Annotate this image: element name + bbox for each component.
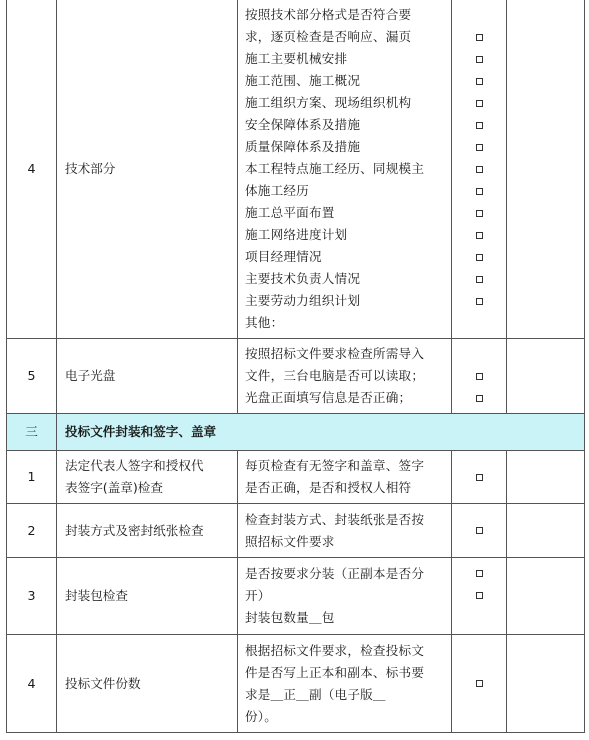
checkbox[interactable] (476, 34, 483, 41)
table-row (7, 504, 585, 558)
checkbox-column (452, 558, 507, 635)
row-content (238, 558, 452, 635)
checkbox[interactable] (476, 254, 483, 261)
section-title: 投标文件封装和签字、盖章 (57, 414, 585, 451)
item-line: 法定代表人签字和授权代 (65, 458, 204, 473)
remarks-cell (507, 451, 585, 504)
content-line: 施工网络进度计划 (245, 227, 348, 242)
content-line: 份）。 (245, 708, 278, 724)
checkbox[interactable] (476, 188, 483, 195)
content-line: 施工组织方案、现场组织机构 (245, 95, 412, 110)
row-number: 4 (7, 0, 57, 339)
table-row (7, 339, 585, 414)
table-row (7, 635, 585, 733)
content-line: 安全保障体系及措施 (245, 117, 361, 132)
remarks-cell (507, 0, 585, 339)
row-item: 封装包检查 (57, 558, 238, 635)
table-row (7, 558, 585, 635)
row-item: 封装方式及密封纸张检查 (57, 504, 238, 558)
section-number: 三 (7, 414, 57, 451)
content-line: 主要劳动力组织计划 (245, 293, 361, 308)
row-content (238, 0, 452, 339)
row-number: 5 (7, 339, 57, 414)
section-header (7, 414, 585, 451)
content-line: 按照技术部分格式是否符合要 (245, 7, 412, 22)
content-line: 求，逐页检查是否响应、漏页 (245, 29, 412, 44)
content-line: 开） (245, 588, 271, 603)
checkbox[interactable] (476, 166, 483, 173)
row-content (238, 451, 452, 504)
row-item (57, 451, 238, 504)
row-number: 2 (7, 504, 57, 558)
checkbox[interactable] (476, 78, 483, 85)
content-line: 按照招标文件要求检查所需导入 (245, 346, 425, 361)
checkbox[interactable] (476, 474, 483, 481)
content-line: 封装包数量＿包 (245, 610, 335, 625)
checkbox[interactable] (476, 144, 483, 151)
content-line: 施工主要机械安排 (245, 51, 348, 66)
checkbox[interactable] (476, 276, 483, 283)
checkbox[interactable] (476, 232, 483, 239)
content-line: 是否按要求分装（正副本是否分 (245, 566, 425, 581)
content-line: 检查封装方式、封装纸张是否按 (245, 511, 425, 527)
checkbox[interactable] (476, 210, 483, 217)
content-line: 项目经理情况 (245, 249, 322, 264)
content-line: 根据招标文件要求，检查投标文 (245, 642, 425, 658)
checkbox-column (452, 339, 507, 414)
checkbox[interactable] (476, 680, 483, 687)
content-line: 施工总平面布置 (245, 205, 335, 220)
checkbox[interactable] (476, 570, 483, 577)
checkbox[interactable] (476, 527, 483, 534)
checkbox-column (452, 635, 507, 733)
content-line: 文件，三台电脑是否可以读取； (245, 368, 425, 383)
table-row (7, 451, 585, 504)
checkbox-column (452, 0, 507, 339)
content-line: 其他： (245, 315, 284, 330)
checkbox-column (452, 504, 507, 558)
content-line: 质量保障体系及措施 (245, 139, 361, 154)
content-line: 是否正确，是否和授权人相符 (245, 480, 412, 495)
content-line: 主要技术负责人情况 (245, 271, 361, 286)
checkbox-column (452, 451, 507, 504)
row-item: 投标文件份数 (57, 635, 238, 733)
checkbox[interactable] (476, 122, 483, 129)
checkbox[interactable] (476, 56, 483, 63)
checkbox[interactable] (476, 373, 483, 380)
remarks-cell (507, 504, 585, 558)
row-number: 3 (7, 558, 57, 635)
item-line: 表签字(盖章)检查 (65, 480, 163, 495)
checkbox[interactable] (476, 592, 483, 599)
row-item: 电子光盘 (57, 339, 238, 414)
row-item: 技术部分 (57, 0, 238, 339)
content-line: 本工程特点施工经历、同规模主 (245, 161, 425, 176)
checkbox[interactable] (476, 100, 483, 107)
row-number: 4 (7, 635, 57, 733)
checkbox[interactable] (476, 298, 483, 305)
remarks-cell (507, 339, 585, 414)
row-content (238, 635, 452, 733)
checkbox[interactable] (476, 395, 483, 402)
content-line: 件是否写上正本和副本、标书要 (245, 664, 425, 680)
content-line: 求是＿正＿副（电子版＿ (245, 686, 386, 702)
row-number: 1 (7, 451, 57, 504)
content-line: 光盘正面填写信息是否正确； (245, 390, 412, 405)
row-content (238, 504, 452, 558)
row-content (238, 339, 452, 414)
content-line: 施工范围、施工概况 (245, 73, 361, 88)
remarks-cell (507, 558, 585, 635)
content-line: 照招标文件要求 (245, 533, 335, 549)
remarks-cell (507, 635, 585, 733)
content-line: 体施工经历 (245, 183, 309, 198)
table-row (7, 0, 585, 339)
content-line: 每页检查有无签字和盖章、签字 (245, 458, 425, 473)
checklist-table (6, 0, 585, 733)
